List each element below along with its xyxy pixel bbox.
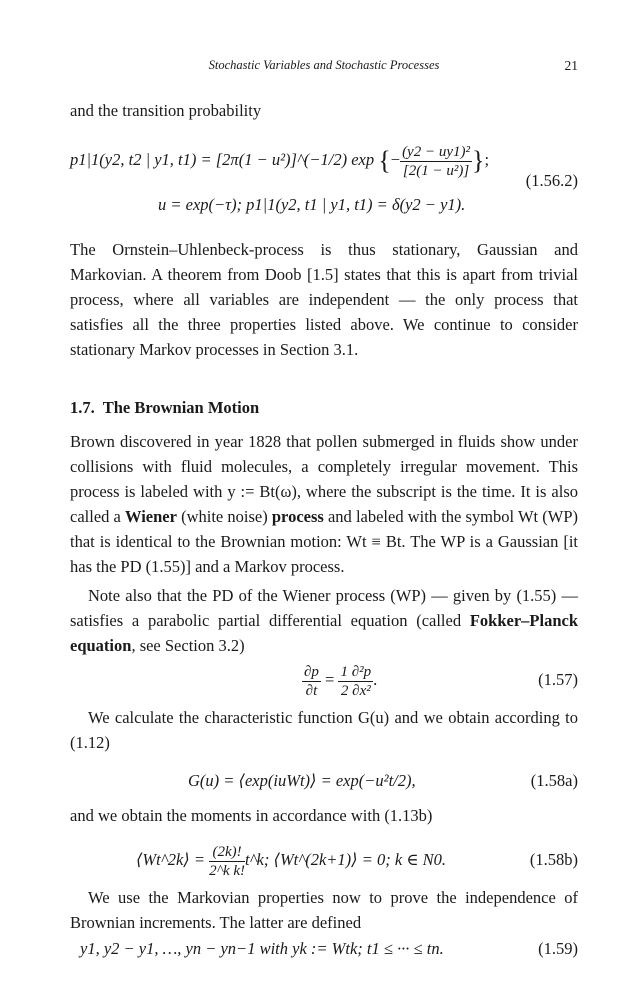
eq157-lhs: [302, 663, 321, 700]
eq158b-den: 2^k k!: [209, 862, 246, 879]
eq157-lhs-num: ∂p: [304, 663, 319, 680]
eq156-numerator: (y2 − uy1)²: [402, 143, 470, 160]
fp-text-1: Note also that the PD of the Wiener process (WP) — given by (1.55) — satisfies a parabolic partial differential equation (called: [70, 586, 578, 630]
fokker-planck-bold: Fokker–Planck equation: [70, 611, 578, 655]
equation-1-57: [70, 660, 578, 700]
eq156-lhs: p1|1(y2, t2 | y1, t1) = [2π(1 − u²)]^(−1/2) exp: [70, 150, 375, 169]
eq156-number: (1.56.2): [525, 171, 578, 190]
eq158a-text: G(u) = ⟨exp(iuWt)⟩ = exp(−u²t/2),: [188, 771, 416, 790]
eq157-body: [302, 660, 377, 700]
eq157-equals: =: [325, 670, 335, 689]
process-bold: process: [271, 507, 324, 526]
eq158b-number: (1.58b): [529, 850, 578, 869]
eq157-rhs-num: 1 ∂²p: [340, 663, 372, 680]
eq156-line2: u = exp(−τ); p1|1(y2, t1 | y1, t1) = δ(y2 − y1).: [158, 195, 466, 214]
eq158b-fraction: [209, 843, 245, 880]
section-title: The Brownian Motion: [102, 398, 260, 417]
paragraph-characteristic: We calculate the characteristic function G(u) and we obtain according to (1.12): [70, 708, 578, 752]
eq157-end: .: [373, 670, 378, 689]
eq159-number: (1.59): [538, 939, 578, 958]
equation-1-58b: [70, 840, 578, 880]
paragraph-moments: and we obtain the moments in accordance with (1.13b): [70, 806, 433, 825]
page-number: 21: [564, 58, 578, 73]
eq158b-rest: t^k; ⟨Wt^(2k+1)⟩ = 0; k ∈ N0.: [245, 850, 447, 869]
equation-1-56-line1: p1|1(y2, t2 | y1, t1) = [2π(1 − u²)]^(−1/2) exp {− $\frac{\text{(y2 − uy1)²}}{\text{[2(1 − u²)]}}$ };: [70, 143, 490, 179]
brownian-text-3: and labeled with the symbol Wt (WP) that is identical to the Brownian motion: Wt ≡ Bt. The WP is a Gaussian [it has the PD (1.55)] and a Markov process.: [70, 507, 578, 576]
eq159-text: y1, y2 − y1, …, yn − yn−1 with yk := Wtk; t1 ≤ ··· ≤ tn.: [80, 939, 444, 958]
eq156-fraction: [400, 143, 472, 180]
section-heading: [70, 398, 259, 418]
eq158b-lhs: ⟨Wt^2k⟩ =: [136, 850, 205, 869]
eq157-number: (1.57): [538, 670, 578, 689]
paragraph-brownian: [70, 429, 578, 579]
wiener-bold: Wiener: [125, 507, 177, 526]
paragraph-ornstein-uhlenbeck: The Ornstein–Uhlenbeck-process is thus stationary, Gaussian and Markovian. A theorem from Doob [1.5] states that this is apart from trivial process, where all variables are independent — the only process that satisfies all the three properties listed above. We continue to consider stationary Markov processes in Section 3.1.: [70, 240, 578, 359]
brace-close: }: [472, 146, 485, 176]
eq156-denominator: [2(1 − u²)]: [402, 162, 470, 179]
running-title: Stochastic Variables and Stochastic Processes: [208, 58, 440, 72]
section-number: 1.7.: [70, 398, 95, 417]
running-header: [70, 58, 578, 80]
eq157-lhs-den: ∂t: [305, 682, 318, 699]
equation-1-56-line3: [70, 192, 578, 218]
eq158b-num: (2k)!: [209, 843, 245, 862]
brownian-text-2: (white noise): [176, 507, 272, 526]
eq158b-body: [136, 840, 446, 880]
eq157-rhs: [338, 663, 373, 700]
eq157-rhs-den: 2 ∂x²: [340, 682, 371, 699]
brownian-text-1: Brown discovered in year 1828 that pollen submerged in fluids show under collisions with fluid molecules, a completely irregular movement. This process is labeled with y := Bt(ω), where the subscript is the time. It is also called a: [70, 432, 578, 526]
intro-line: and the transition probability: [70, 101, 262, 120]
equation-1-59: [70, 936, 578, 962]
brace-open: {: [378, 146, 391, 176]
paragraph-markov: We use the Markovian properties now to prove the independence of Brownian increments. The latter are defined: [70, 888, 578, 932]
eq158a-number: (1.58a): [530, 771, 578, 790]
fp-text-2: , see Section 3.2): [131, 636, 245, 655]
equation-1-58a: [70, 768, 578, 794]
paragraph-fokker-planck: [70, 583, 578, 658]
